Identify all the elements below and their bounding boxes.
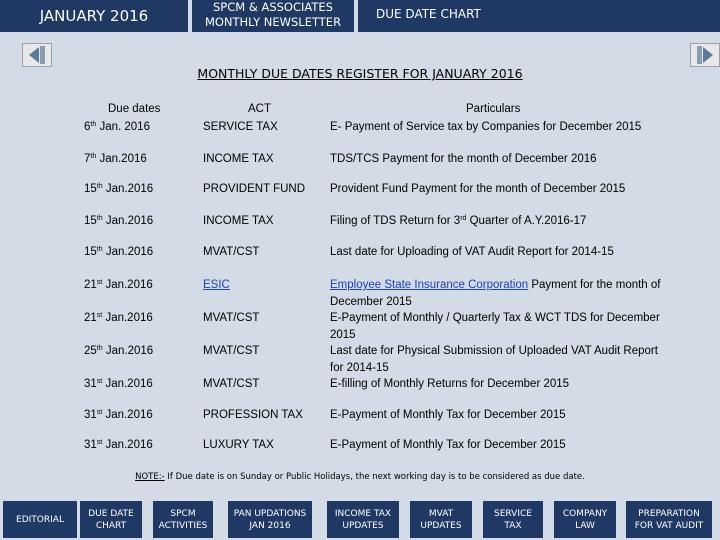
table-row-particulars: Employee State Insurance Corporation Payment for the month of December 2015: [330, 279, 661, 308]
table-row-date: 7th Jan.2016: [84, 153, 147, 165]
table-row-act: INCOME TAX: [203, 153, 274, 165]
table-row-particulars: Last date for Physical Submission of Uploaded VAT Audit Report for 2014-15: [330, 345, 658, 374]
table-row-date: 31st Jan.2016: [84, 409, 153, 421]
table-row-date: 31st Jan.2016: [84, 378, 153, 390]
newsletter-banner[interactable]: [192, 0, 354, 32]
page-title: MONTHLY DUE DATES REGISTER FOR JANUARY 2016: [197, 66, 523, 81]
table-row-act: INCOME TAX: [203, 215, 274, 227]
back-arrow-icon: [23, 44, 51, 66]
table-row-act: LUXURY TAX: [203, 439, 274, 451]
month-label: JANUARY 2016: [39, 7, 149, 25]
table-row-particulars: E- Payment of Service tax by Companies for December 2015: [330, 121, 642, 133]
table-row-act: [203, 277, 230, 294]
table-row-particulars: Last date for Uploading of VAT Audit Report for 2014-15: [330, 246, 614, 258]
table-row-act: MVAT/CST: [203, 312, 260, 324]
note-lead: NOTE:-: [135, 472, 165, 482]
table-row-act: PROVIDENT FUND: [203, 183, 306, 195]
table-row-particulars: E-Payment of Monthly / Quarterly Tax & WCT TDS for December 2015: [330, 312, 660, 341]
column-header-date: Due dates: [108, 103, 161, 115]
table-row-particulars: E-Payment of Monthly Tax for December 2015: [330, 409, 566, 421]
mvat-updates-button[interactable]: MVAT UPDATES: [410, 501, 472, 538]
table-row-date: 25th Jan.2016: [84, 345, 154, 357]
table-row-particulars: TDS/TCS Payment for the month of December 2016: [330, 153, 597, 165]
table-row-act: MVAT/CST: [203, 378, 260, 390]
column-header-act: ACT: [248, 103, 271, 115]
table-row-act: SERVICE TAX: [203, 121, 278, 133]
preparation-for-vat-audit-button[interactable]: PREPARATION FOR VAT AUDIT: [626, 501, 712, 538]
due-date-chart-label: DUE DATE CHART: [376, 7, 481, 21]
spcm-activities-button[interactable]: SPCM ACTIVITIES: [153, 501, 213, 538]
due-date-chart-banner[interactable]: [358, 0, 720, 32]
forward-arrow-icon: [691, 44, 719, 66]
due-date-chart-button[interactable]: DUE DATE CHART: [80, 501, 142, 538]
note-text: If Due date is on Sunday or Public Holidays, the next working day is to be considered as due date.: [164, 472, 585, 482]
table-row-date: 21st Jan.2016: [84, 279, 153, 291]
newsletter-line-1: SPCM & ASSOCIATES: [213, 0, 333, 14]
table-row-act: PROFESSION TAX: [203, 409, 303, 421]
table-row-act: MVAT/CST: [203, 345, 260, 357]
newsletter-line-2: MONTHLY NEWSLETTER: [204, 15, 342, 29]
table-row-date: 15th Jan.2016: [84, 246, 154, 258]
table-row-date: 15th Jan.2016: [84, 215, 154, 227]
table-row-date: 21st Jan.2016: [84, 312, 153, 324]
company-law-button[interactable]: COMPANY LAW: [554, 501, 616, 538]
month-banner: [0, 0, 188, 32]
table-row-act: MVAT/CST: [203, 246, 260, 258]
column-header-particulars: Particulars: [466, 103, 521, 115]
prev-page-button[interactable]: [22, 43, 52, 67]
editorial-button[interactable]: EDITORIAL: [3, 501, 77, 538]
table-row-particulars: Provident Fund Payment for the month of December 2015: [330, 183, 626, 195]
table-row-particulars: E-Payment of Monthly Tax for December 2015: [330, 439, 566, 451]
table-row-date: 15th Jan.2016: [84, 183, 154, 195]
next-page-button[interactable]: [690, 43, 720, 67]
footnote: [0, 472, 720, 482]
table-row-date: 31st Jan.2016: [84, 439, 153, 451]
table-row-particulars: Filing of TDS Return for 3rd Quarter of A.Y.2016-17: [330, 215, 587, 227]
pan-updations-button[interactable]: PAN UPDATIONS JAN 2016: [228, 501, 312, 538]
table-row-particulars: E-filling of Monthly Returns for December 2015: [330, 378, 570, 390]
income-tax-updates-button[interactable]: INCOME TAX UPDATES: [327, 501, 399, 538]
service-tax-button[interactable]: SERVICE TAX: [483, 501, 543, 538]
esic-corporation-link[interactable]: Employee State Insurance Corporation: [330, 279, 529, 291]
table-row-date: 6th Jan. 2016: [84, 121, 150, 133]
esic-link[interactable]: ESIC: [203, 279, 230, 291]
